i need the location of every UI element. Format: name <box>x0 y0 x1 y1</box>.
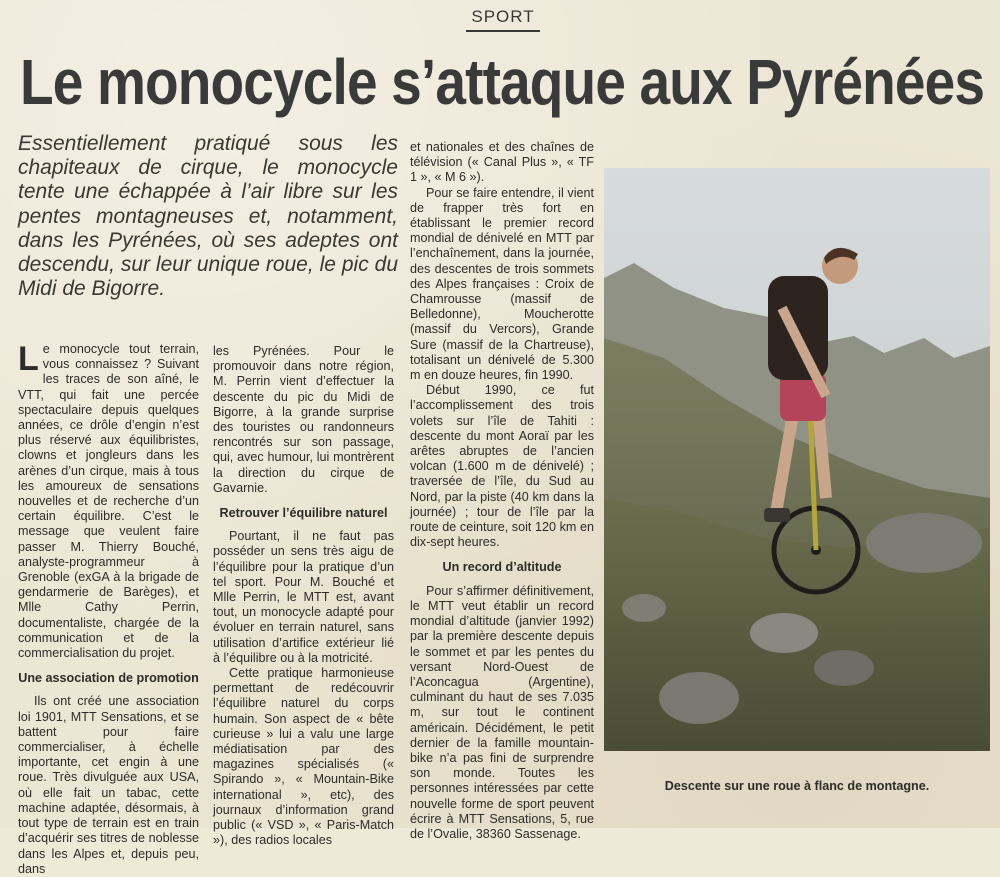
drop-cap: L <box>18 340 39 378</box>
column-2-paragraph-1: les Pyrénées. Pour le promouvoir dans notre région, M. Perrin vient d’effectuer la descente du pic du Midi de Bigorre, à la grande surprise des touristes ou randonneurs rencontrés sur son passage, qui, avec humour, lui montrèrent la direction du cirque de Gavarnie. <box>213 344 394 495</box>
column-3-paragraph-4: Pour s’affirmer définitivement, le MTT veut établir un record mondial d’altitude (janvier 1992) par la première descente depuis le sommet et par les pentes du versant Nord-Ouest de l’Aconcagua (Argentine), culminant du haut de ses 7.035 m, sur tout le continent américain. Décidément, le petit dernier de la famille mountain-bike n’a pas fini de surprendre son monde. Toutes les personnes intéressées par cette nouvelle forme de sport peuvent écrire à MTT Sensations, 5, rue de l’Ovalie, 38360 Sassenage. <box>410 583 594 841</box>
rock-3 <box>659 672 739 724</box>
column-1 <box>18 340 199 876</box>
column-2-paragraph-3: Cette pratique harmonieuse permettant de redécouvrir l’équilibre naturel du corps humain. Son aspect de « bête curieuse » lui a valu une large médiatisation par des magazines spécialisés (« Spirando », « Mountain-Bike international », etc), des journaux d’information grand public (« VSD », « Paris-Match »), des radios locales <box>213 666 394 848</box>
column-1-paragraph-2: Ils ont créé une association loi 1901, MTT Sensations, et se battent pour faire commercialiser, à échelle importante, cet engin à une roue. Très divulguée aux USA, où elle fait un tabac, cette machine adaptée, désormais, à tout type de terrain est en train d’acquérir ses titres de noblesse dans les Alpes et, depuis peu, dans <box>18 694 199 876</box>
column-3 <box>410 140 594 841</box>
rider-shirt <box>768 276 828 380</box>
article-photo <box>604 168 990 751</box>
column-2-paragraph-2: Pourtant, il ne faut pas posséder un sens très aigu de l’équilibre pour la pratique d’un tel sport. Pour M. Bouché et Mlle Perrin, le MTT est, avant tout, un monocycle adapté pour évoluer en terrain naturel, sans utilisation d’artifice extérieur lié à l’équilibre ou à la motricité. <box>213 529 394 665</box>
photo-caption: Descente sur une roue à flanc de montagne. <box>664 779 930 793</box>
column-3-paragraph-3: Début 1990, ce fut l’accomplissement des trois volets sur l’île de Tahiti : descente du mont Aoraï par les arêtes abruptes de l’ancien volcan (1.600 m de dénivelé) ; traversée de l’île, du Sud au Nord, par la piste (40 km dans la journée) ; tour de l’île par la route de ceinture, soit 120 km en dix-sept heures. <box>410 383 594 550</box>
mountain-unicycle-illustration <box>604 168 990 751</box>
column-2 <box>213 344 394 848</box>
rock-1 <box>866 513 982 573</box>
column-1-paragraph-1 <box>18 342 199 661</box>
rock-4 <box>814 650 874 686</box>
subhead-equilibre: Retrouver l’équilibre naturel <box>219 506 388 521</box>
column-3-paragraph-1: et nationales et des chaînes de télévision (« Canal Plus », « TF 1 », « M 6 »). <box>410 140 594 185</box>
rock-2 <box>750 613 818 653</box>
article-headline: Le monocycle s’attaque aux Pyrénées <box>20 46 985 118</box>
shoe-left <box>764 508 790 522</box>
leg-right <box>818 408 826 498</box>
subhead-association: Une association de promotion <box>18 671 199 686</box>
column-3-paragraph-2: Pour se faire entendre, il vient de frapper très fort en établissant le premier record mondial de dénivelé en MTT par l’enchaînement, dans la journée, des descentes de trois sommets des Alpes françaises : Croix de Chamrousse (massif de Belledonne), Moucherotte (massif du Vercors), Grande Sure (massif de la Chartreuse), totalisant un dénivelé de 5.300 m en douze heures, fin 1990. <box>410 185 594 383</box>
subhead-record: Un record d’altitude <box>442 560 562 575</box>
rock-5 <box>622 594 666 622</box>
article-lead: Essentiellement pratiqué sous les chapiteaux de cirque, le monocycle tente une échappée à l’air libre sur les pentes montagneuses et, notamment, dans les Pyrénées, où ses adeptes ont descendu, sur leur unique roue, le pic du Midi de Bigorre. <box>18 132 398 301</box>
column-1-text-1: e monocycle tout terrain, vous connaissez ? Suivant les traces de son aîné, le VTT, qui fait une percée spectaculaire depuis quelques années, ce drôle d’engin n’est plus réservé aux équilibristes, clowns et jongleurs dans les arènes d’un cirque, mais à tous les amoureux de sensations nouvelles et de recherche d’un certain équilibre. C’est le message que veulent faire passer M. Thierry Bouché, analyste-programmeur à Grenoble (exGA à la brigade de gendarmerie de Barèges), et Mlle Cathy Perrin, documentaliste, chargée de la communication et de la commercialisation du projet. <box>18 342 199 661</box>
section-rubric: SPORT <box>466 6 540 32</box>
